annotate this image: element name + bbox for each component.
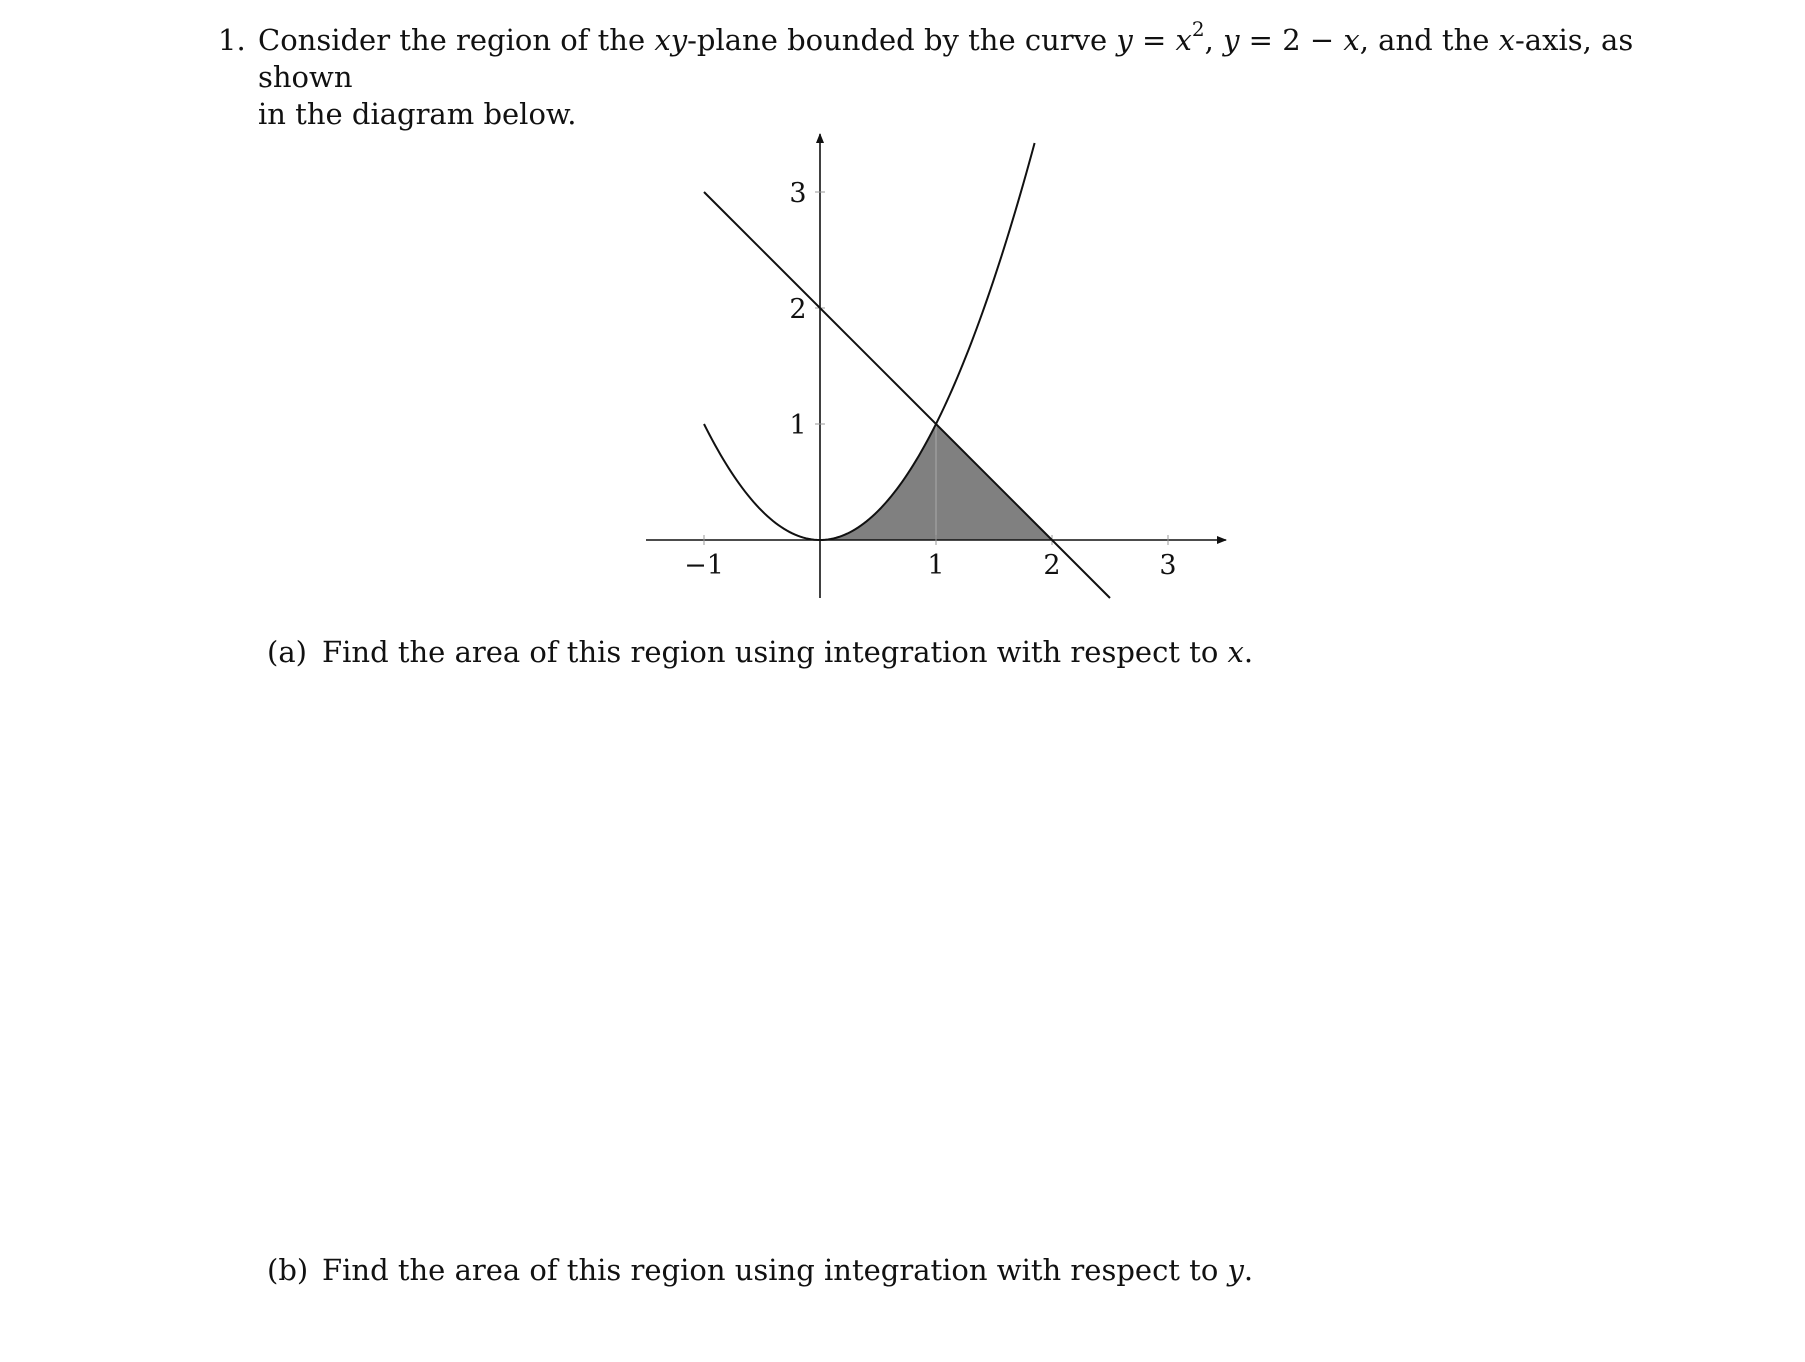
y-tick-label: 3 <box>789 178 807 209</box>
eq2-middle: = 2 − <box>1239 23 1344 57</box>
intro-text: Consider the region of the <box>258 23 655 57</box>
xy-var: xy <box>654 23 688 57</box>
part-a-text: Find the area of this region using integration with respect to <box>322 635 1228 669</box>
part-b-var: y <box>1227 1253 1244 1287</box>
part-a-end: . <box>1243 635 1254 669</box>
eq1-rhs: x <box>1175 23 1192 57</box>
x-tick-label: 2 <box>1043 550 1061 581</box>
y-tick-label: 1 <box>789 410 807 441</box>
part-a <box>267 634 1253 671</box>
part-a-label: (a) <box>267 635 307 669</box>
eq1-lhs: y <box>1116 23 1133 57</box>
x-tick-group <box>684 535 1177 581</box>
x-tick-label: −1 <box>684 550 724 581</box>
eq2-rhs: x <box>1343 23 1360 57</box>
eq1-equals: = <box>1132 23 1176 57</box>
region-diagram <box>620 120 1240 620</box>
eq1-exponent: 2 <box>1191 17 1205 42</box>
eq2-lhs: y <box>1223 23 1240 57</box>
eq-separator: , <box>1204 23 1224 57</box>
axis-var: x <box>1498 23 1515 57</box>
problem-line-2: in the diagram below. <box>258 97 577 131</box>
part-b <box>267 1252 1253 1289</box>
problem-text <box>258 17 1638 133</box>
y-tick-label: 2 <box>789 294 807 325</box>
and-the-text: , and the <box>1359 23 1499 57</box>
axis-rest-text: -axis, as shown <box>258 23 1634 94</box>
part-a-var: x <box>1227 635 1244 669</box>
part-b-text: Find the area of this region using integration with respect to <box>322 1253 1228 1287</box>
problem-number: 1. <box>218 23 246 57</box>
x-tick-label: 3 <box>1159 550 1177 581</box>
plane-text: -plane bounded by the curve <box>687 23 1117 57</box>
part-b-label: (b) <box>267 1253 309 1287</box>
x-tick-label: 1 <box>927 550 945 581</box>
part-b-end: . <box>1243 1253 1254 1287</box>
problem-statement <box>218 17 1638 133</box>
